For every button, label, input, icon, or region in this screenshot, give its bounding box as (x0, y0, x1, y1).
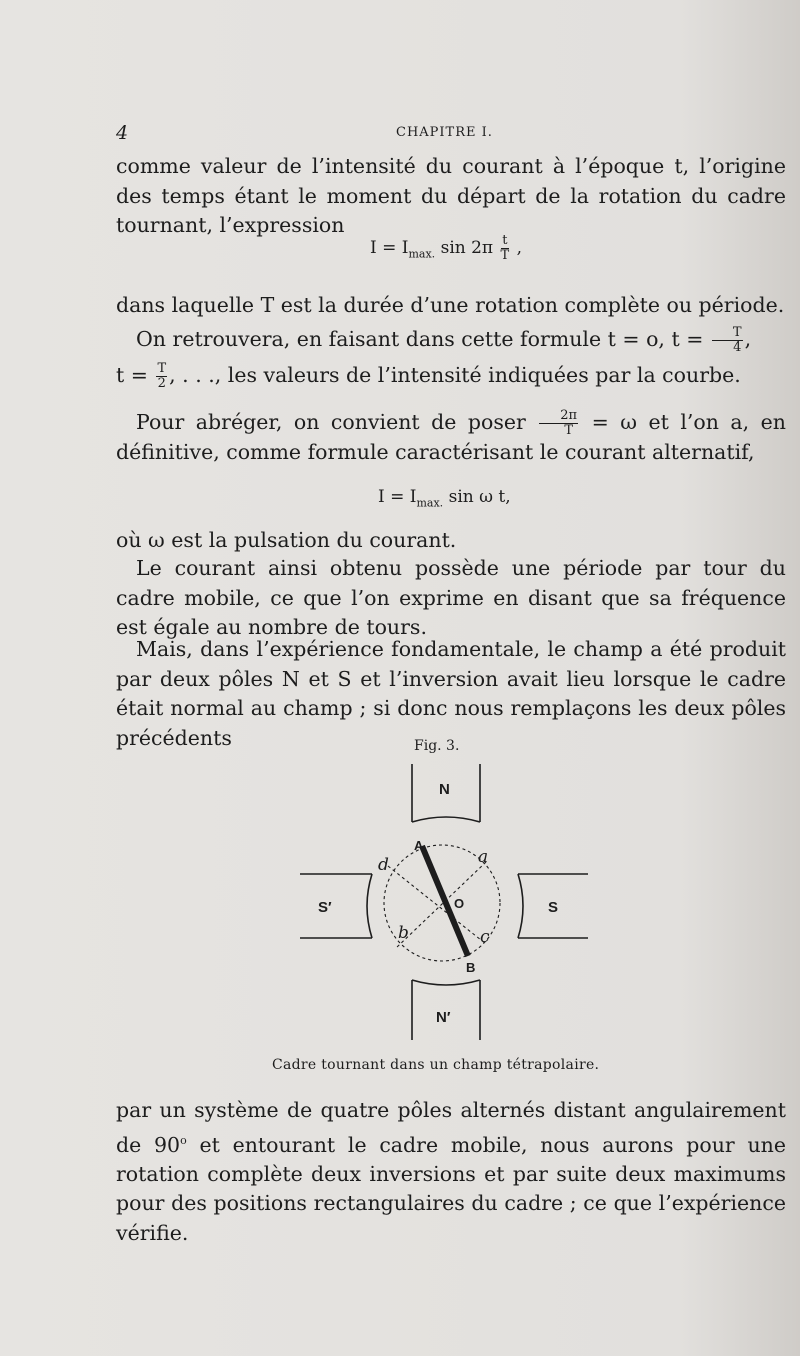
figure-label: Fig. 3. (414, 738, 460, 754)
label-s-prime: S′ (318, 899, 332, 916)
label-n-prime: N′ (436, 1009, 451, 1026)
figure-caption: Cadre tournant dans un champ tétrapolaire. (272, 1057, 600, 1073)
equation-alternating: $I = I_{max.}$ sin ω t, (378, 487, 511, 510)
label-d: d (378, 855, 389, 875)
label-s: S (548, 899, 559, 916)
page-header (116, 122, 776, 144)
paragraph-values: On retrouvera, en faisant dans cette formule t = o, t = $\frac{T}{4}$ , t = $\frac{T}{2}$ , . . ., les valeurs de l’intensité indiquées par la courbe. (116, 325, 752, 391)
label-b: b (398, 923, 409, 943)
fraction-t-over-T: $\frac{t}{T}$ (500, 233, 510, 263)
label-a-upper: A (414, 838, 424, 853)
label-o: O (454, 896, 465, 911)
pole-s-prime (300, 874, 372, 938)
diagonal-a-b (396, 862, 486, 948)
running-title: CHAPITRE I. (396, 125, 493, 140)
paragraph-conclusion: par un système de quatre pôles alternés distant angulairement de 90$^o$ et entourant le cadre mobile, nous aurons pour une rotation complète deux inversions et par suite deux maximums pour des positions rectangulaires du cadre ; ce que l’expérience vérifie. (116, 1098, 786, 1245)
label-n: N (439, 781, 450, 798)
label-a: a (478, 847, 489, 867)
page-number: 4 (116, 122, 129, 144)
paragraph-intro: comme valeur de l’intensité du courant à l’époque t, l’origine des temps étant le moment du départ de la rotation du cadre tournant, l’expression (116, 154, 786, 237)
figure-tetrapolar-diagram (290, 758, 600, 1058)
paragraph-pulsation: Pour abréger, on convient de poser $\frac{2\pi}{T}$ = ω et l’on a, en définitive, comme formule caractérisant le courant alternatif, (116, 408, 786, 464)
label-b-upper: B (466, 960, 476, 975)
label-c: c (480, 927, 490, 947)
equation-intensity: $I = I_{max.}$ sin 2π $\frac{t}{T}$ , (370, 233, 522, 263)
fraction-T-over-4: $\frac{T}{4}$ (712, 326, 743, 355)
fraction-2pi-over-T: $\frac{2\pi}{T}$ (539, 409, 578, 438)
paragraph-period: dans laquelle T est la durée d’une rotation complète ou période. (116, 293, 785, 317)
fraction-T-over-2: $\frac{T}{2}$ (157, 361, 167, 391)
paragraph-experience: Mais, dans l’expérience fondamentale, le champ a été produit par deux pôles N et S et l’inversion avait lieu lorsque le cadre était normal au champ ; si donc nous remplaçons les deux pôles précédents (116, 637, 786, 750)
paragraph-omega: où ω est la pulsation du courant. (116, 528, 457, 552)
paragraph-frequency: Le courant ainsi obtenu possède une période par tour du cadre mobile, ce que l’on exprime en disant que sa fréquence est égale au nombre de tours. (116, 556, 786, 639)
